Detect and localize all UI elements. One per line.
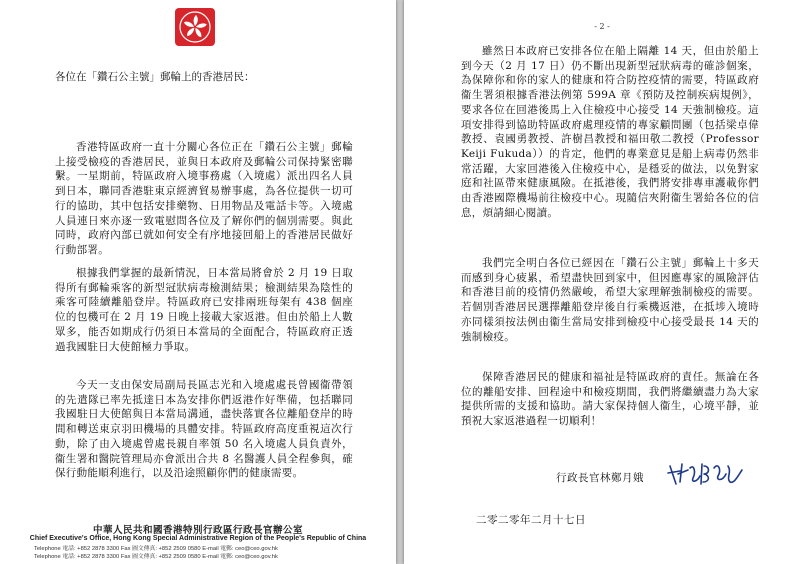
paragraph-latest-situation: 根據我們掌握的最新情況，日本當局將會於 2 月 19 日取得所有郵輪乘客的新型冠狀病毒檢測結果；檢測結果為陰性的乘客可陸續離船登岸。特區政府已安排兩班每架有 438 個座位的包機可在 2 月 19 日晚上接載大家返港。但由於船上人數眾多，能否如期成行仍須日本當局的全面配合，特區政府正透過我國駐日大使館極力爭取。 (55, 267, 353, 353)
contact-info-line: Telephone 電話: +852 2878 3300 Fax 圖文傳真: +852 2509 0580 E-mail 電郵: ceo@ceo.gov.hk (34, 554, 278, 560)
letter-page-2 (404, 0, 800, 564)
paragraph-understanding: 我們完全明白各位已經因在「鑽石公主號」郵輪上十多天而感到身心疲累，希望盡快回到家中，但因應專家的風險評估和香港目前的疫情仍然嚴峻，希望大家理解強制檢疫的需要。若個別香港居民選擇離船登岸後自行乘機返港，在抵埗入境時亦同樣須按法例由衞生當局安排到檢疫中心接受最長 14 天的強制檢疫。 (461, 257, 759, 343)
letter-date: 二零二零年二月十七日 (476, 514, 586, 526)
hksar-emblem-icon (175, 8, 215, 46)
handwritten-signature-icon (666, 458, 746, 488)
paragraph-quarantine-arrangement: 雖然日本政府已安排各位在船上隔離 14 天，但由於船上到今天（2 月 17 日）仍不斷出現新型冠狀病毒的確診個案，為保障你和你的家人的健康和符合防控疫情的需要，特區政府衞生署須根據香港法例第 599A 章《預防及控制疾病規例》，要求各位在回港後馬上入住檢疫中心接受 14 天強制檢疫。這項安排得到協助特區政府處理疫情的專家顧問團（包括梁卓偉教授、袁國勇教授、許樹昌教授和福田敬二教授（Professor Keiji Fukuda））的肯定，他們的專業意見是船上病毒仍然非常活躍，大家回港後入住檢疫中心，是穩妥的做法，以免對家庭和社區帶來健康風險。在抵港後，我們將安排專車護載你們由香港國際機場前往檢疫中心。現隨信夾附衞生署給各位的信息，煩請細心閱讀。 (461, 45, 759, 219)
paragraph-concern: 香港特區政府一直十分關心各位正在「鑽石公主號」郵輪上接受檢疫的香港居民，並與日本政府及郵輪公司保持緊密聯繫。一星期前，特區政府入境事務處（入境處）派出四名人員到日本，聯同香港駐東京經濟貿易辦事處，為各位提供一切可行的協助，其中包括安排藥物、日用物品及電話卡等。入境處人員連日來亦逐一致電慰問各位及了解你們的個別需要。與此同時，政府內部已就如何安全有序地接回船上的香港居民做好行動部署。 (55, 141, 353, 256)
paragraph-closing: 保障香港居民的健康和福祉是特區政府的責任。無論在各位的離船安排、回程途中和檢疫期間，我們將繼續盡力為大家提供所需的支援和協助。請大家保持個人衞生，心境平靜，並預祝大家返港過程一切順利！ (461, 371, 759, 428)
signatory-title: 行政長官林鄭月娥 (556, 472, 644, 484)
contact-info-line: Telephone 電話: +852 2878 3300 Fax 圖文傳真: +852 2509 0580 E-mail 電郵: ceo@ceo.gov.hk (34, 546, 278, 552)
paragraph-advance-team: 今天一支由保安局副局長區志光和入境處處長曾國衞帶領的先遣隊已率先抵達日本為安排你們返港作好準備，包括聯同我國駐日大使館與日本當局溝通，盡快落實各位離船登岸的時間和轉送東京羽田機場的具體安排。特區政府高度重視這次行動，除了由入境處曾處長親自率領 50 名入境處人員負責外，衞生署和醫院管理局亦會派出合共 8 名醫護人員全程參與，確保行動能順利進行，以及沿途照顧你們的健康需要。 (55, 379, 353, 480)
page-number: - 2 - (594, 22, 610, 31)
letter-page-1 (0, 0, 396, 564)
office-name-english: Chief Executive's Office, Hong Kong Special Administrative Region of the People's Republic of China (29, 535, 367, 542)
letter-salutation: 各位在「鑽石公主號」郵輪上的香港居民： (55, 71, 255, 83)
office-name-chinese: 中華人民共和國香港特別行政區行政長官辦公室 (92, 525, 303, 536)
